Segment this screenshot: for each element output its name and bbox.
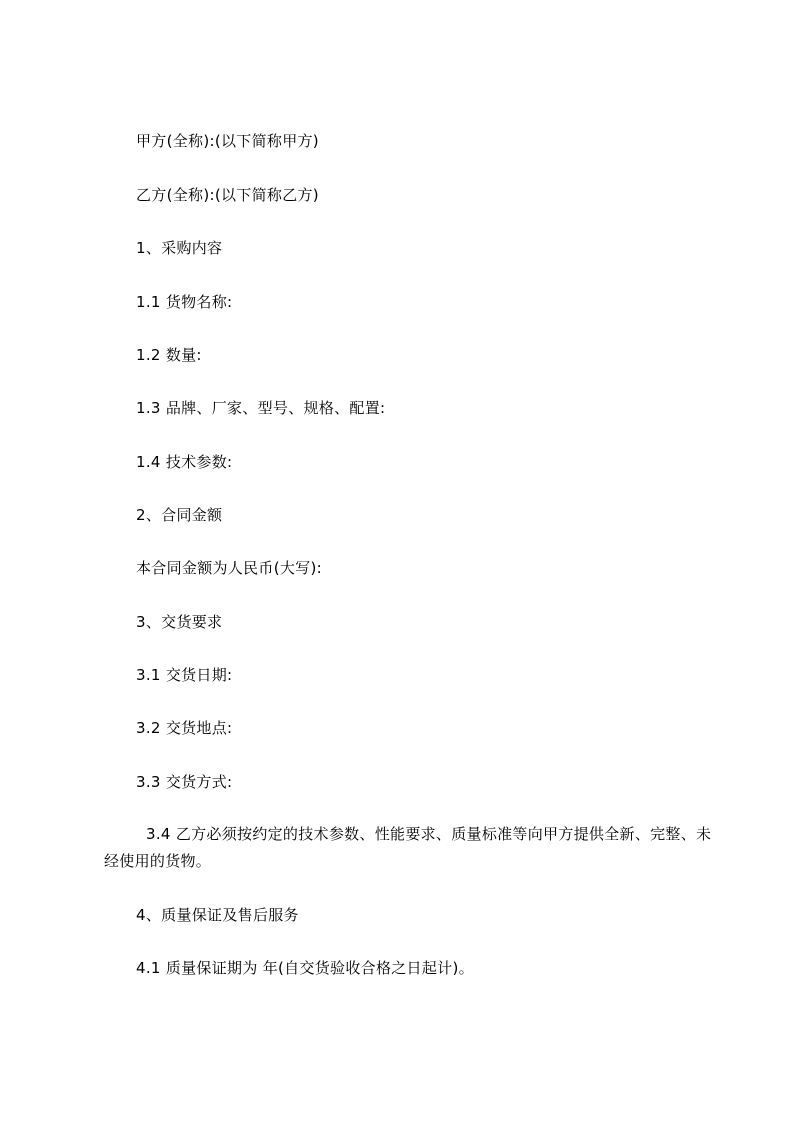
- brand-spec-line: 1.3 品牌、厂家、型号、规格、配置:: [136, 399, 386, 417]
- goods-name-line: 1.1 货物名称:: [136, 293, 233, 311]
- delivery-date-line: 3.1 交货日期:: [136, 666, 233, 684]
- section-1-heading: 1、采购内容: [136, 239, 223, 257]
- warranty-period-line: 4.1 质量保证期为 年(自交货验收合格之日起计)。: [136, 959, 474, 977]
- goods-requirement-paragraph: 3.4 乙方必须按约定的技术参数、性能要求、质量标准等向甲方提供全新、完整、未经使用的货物。: [104, 825, 712, 870]
- party-a-line: 甲方(全称):(以下简称甲方): [136, 132, 319, 150]
- contract-amount-line: 本合同金额为人民币(大写):: [136, 559, 322, 577]
- section-2-heading: 2、合同金额: [136, 506, 223, 524]
- section-3-heading: 3、交货要求: [136, 613, 223, 631]
- delivery-method-line: 3.3 交货方式:: [136, 773, 233, 791]
- section-4-heading: 4、质量保证及售后服务: [136, 906, 299, 924]
- quantity-line: 1.2 数量:: [136, 346, 202, 364]
- tech-params-line: 1.4 技术参数:: [136, 453, 233, 471]
- delivery-place-line: 3.2 交货地点:: [136, 719, 233, 737]
- party-b-line: 乙方(全称):(以下简称乙方): [136, 186, 319, 204]
